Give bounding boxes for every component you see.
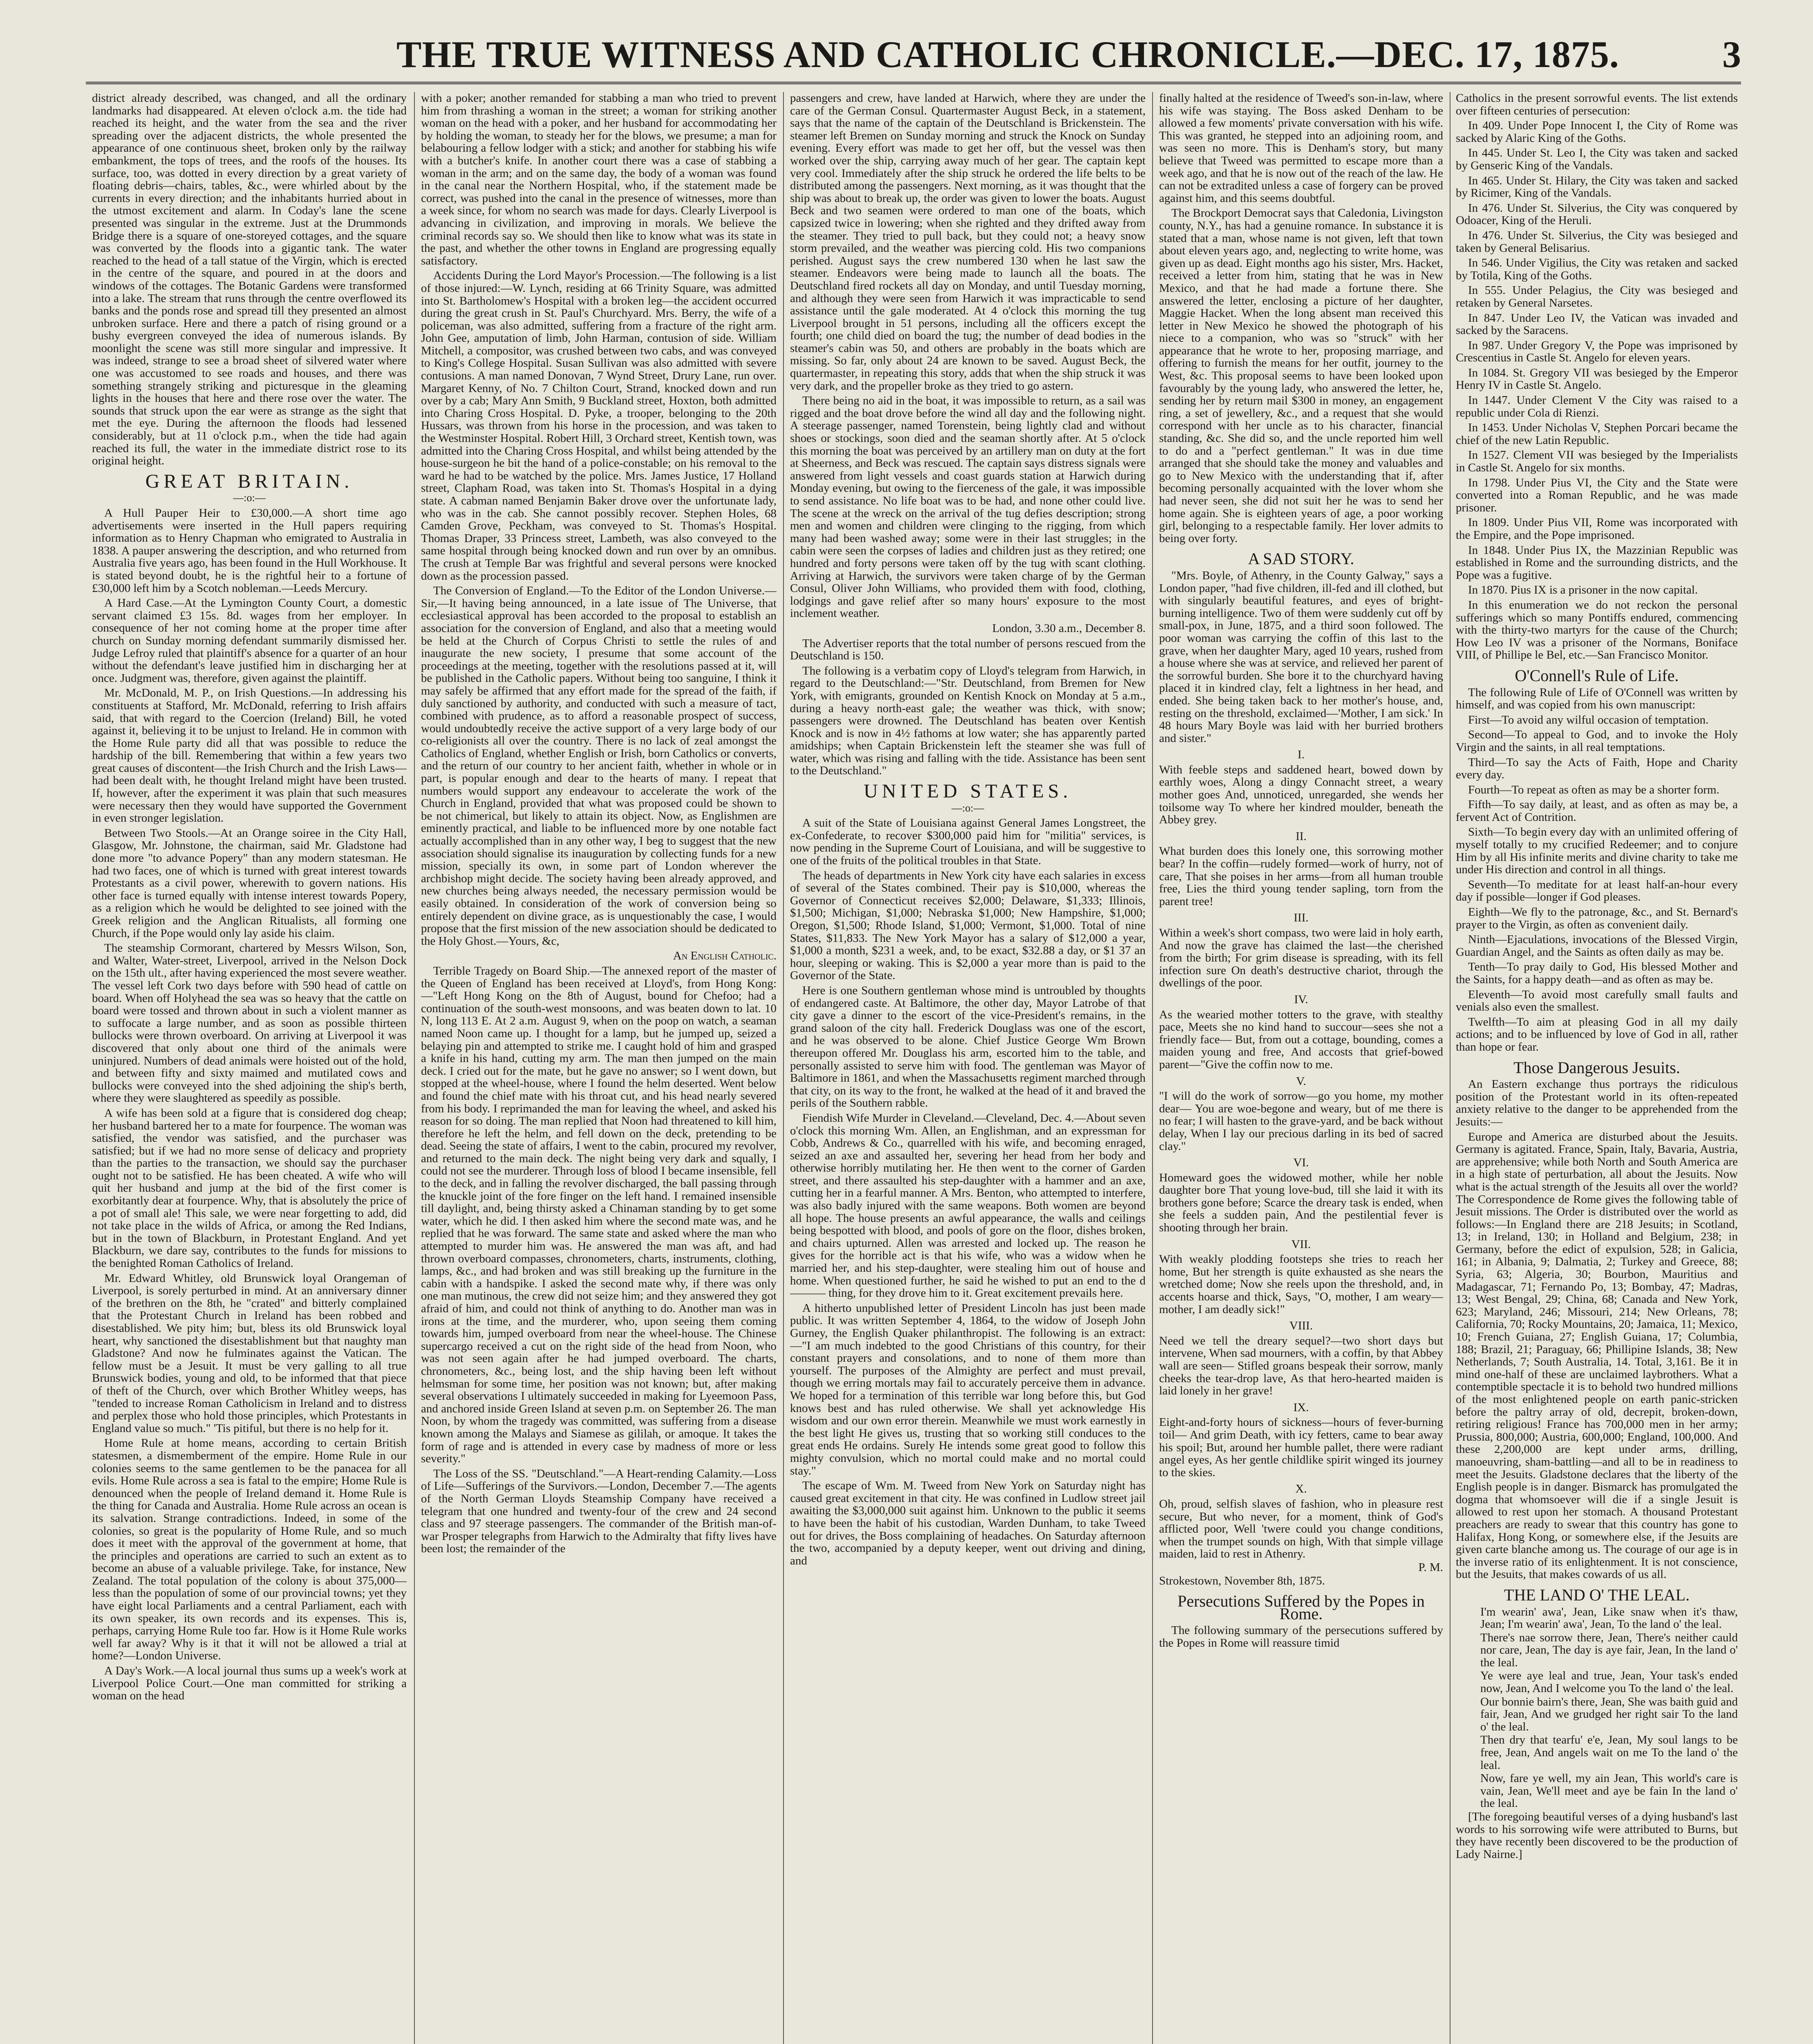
paragraph: Fiendish Wife Murder in Cleveland.—Cleveland, Dec. 4.—About seven o'clock this morning Wm. Allen, an Englishman, and an expressman for Cobb, Andrews & Co., quarrelled with his wife, and becoming enraged, seized an axe and assaulted her, severing her head from her body and otherwise horribly mutilating her. He then went to the corner of Garden street, and there assaulted his step-daughter with a hammer and an axe, cutting her in a fearful manner. A Mrs. Benton, who attempted to interfere, was also badly injured with the same weapons. Both women are beyond all hope. The house presents an awful appearance, the walls and ceilings being bespotted with blood, and pools of gore on the floor, dishes broken, and chairs upturned. Allen was arrested and locked up. The reason he gives for the horrible act is that his wife, who was a widow when he married her, and his step-daughter, were stealing him out of house and home. When questioned further, he said he wished to put an end to the d——— thing, for they drove him to it. Great excitement prevails here.	[790, 1111, 1146, 1300]
list-item: Eleventh—To avoid most carefully small faults and venials also even the smallest.	[1456, 988, 1738, 1014]
paragraph: The Conversion of England.—To the Editor of the London Universe.—Sir,—It having being announced, in a late issue of The Universe, that ecclesiastical approval has been accorded to the proposal to establish an association for the conversion of England, and also that a meeting would be held at the Church of Corpus Christi to settle the rules of and inaugurate the new society, I presume that some account of the proceedings at the meeting, together with the resolutions passed at it, will be published in the Catholic papers. Without being too sanguine, I think it may safely be affirmed that any effort made for the spread of the faith, if duly sanctioned by authority, and conducted with such a measure of tact, combined with prudence, as to afford a reasonable prospect of success, would undoubtedly receive the active support of a very large body of our co-religionists all over the country. There is no lack of zeal amongst the Catholics of England, whether English or Irish, born Catholics or converts, and the return of our country to her ancient faith, whether in whole or in part, is popular enough and dear to the hearts of many. I repeat that numbers would support any endeavour to accelerate the work of the Church in England, provided that what was proposed could be shown to be not chimerical, but likely to attain its object. Now, as Englishmen are eminently practical, and liable to be influenced more by one notable fact actually accomplished than in any other way, I beg to suggest that the new association should signalise its inauguration by collecting funds for a new mission, specially its own, in some part of London wherever the archbishop might decide. The society having been already approved, and new churches being always needed, the necessary permission would be easily obtained. In consideration of the work of conversion being so entirely dependent on divine grace, as is unquestionably the case, I would propose that the first mission of the new association should be dedicated to the Holy Ghost.—Yours, &c,	[421, 584, 777, 948]
list-item: Third—To say the Acts of Faith, Hope and Charity every day.	[1456, 755, 1738, 782]
paragraph: Home Rule at home means, according to certain British statesmen, a dismemberment of the empire. Home Rule in our colonies seems to the same gentlemen to be the panacea for all evils. Home Rule across a sea is fatal to the empire; Home Rule is denounced when the people of Ireland demand it. Home Rule is the thing for Canada and Australia. Home Rule across an ocean is its salvation. Strange contradictions. Indeed, in some of the colonies, so great is the popularity of Home Rule, and so much does it meet with the approval of the government at home, that the principles and operations are carried to such an extent as to become an abuse of a valuable privilege. Take, for instance, New Zealand. The total population of the colony is about 375,000—less than the population of some of our provincial towns; yet they have eight local Parliaments and a central Parliament, each with its own speaker, its own records and its expenses. This is, perhaps, carrying Home Rule too far. How is it Home Rule works well far away? Why is it that it will not be allowed a trial at home?—London Universe.	[92, 1437, 407, 1663]
column-2	[421, 92, 777, 2044]
stanza-number: VI.	[1293, 1156, 1309, 1170]
list-item: In 1848. Under Pius IX, the Mazzinian Republic was established in Rome and the surrounding districts, and the Pope was a fugitive.	[1456, 543, 1738, 582]
paragraph: The following is a verbatim copy of Lloyd's telegram from Harwich, in regard to the Deutschland:—"Str. Deutschland, from Bremen for New York, with emigrants, grounded on Kentish Knock on Monday at 5 a.m., during a heavy north-east gale; the weather was thick, with snow; passengers were drowned. The Deutschland has beaten over Kentish Knock and is now in 4½ fathoms at low water; she has apparently parted amidships; when Captain Brickenstein left the steamer she was full of water, which was rising and falling with the tide. Assistance has been sent to the Deutschland."	[790, 664, 1146, 778]
dateline: London, 3.30 a.m., December 8.	[992, 621, 1146, 635]
column-4	[1159, 92, 1443, 2044]
paragraph: The Brockport Democrat says that Caledonia, Livingston county, N.Y., has had a genuine romance. In substance it is stated that a man, whose name is not given, left that town about eleven years ago, and, neglecting to write home, was given up as dead. Eight months ago his sister, Mrs. Hacket, received a letter from him, stating that he was in New Mexico, and that he had made a fortune there. She answered the letter, enclosing a picture of her daughter, Maggie Hacket. When the long absent man received this letter in New Mexico he showed the photograph of his niece to a companion, who was so "struck" with her appearance that he wrote to her, proposing marriage, and offering to furnish the means for her outfit, journey to the West, &c. This proposal seems to have been looked upon favourably by the young lady, who answered the letter, he, sending her by return mail $300 in money, an engagement ring, a set of jewellery, &c., and a request that she would correspond with her uncle as to his character, financial standing, &c. She did so, and the uncle reported him well to do and a "perfect gentleman." It was in due time arranged that she should take the money and valuables and go to New Mexico with the understanding that if, after becoming personally acquainted with the lover whom she had never seen, she did not suit her he was to send her home again. She is eighteen years of age, a poor working girl, belonging to a respectable family. Her lover admits to being over forty.	[1159, 206, 1443, 545]
paragraph: Here is one Southern gentleman whose mind is untroubled by thoughts of endangered caste. At Baltimore, the other day, Mayor Latrobe of that city gave a dinner to the escort of the vice-President's remains, in the grand saloon of the city hall. Frederick Douglass was one of the escort, and he was observed to be alone. Chief Justice George Wm Brown thereupon offered Mr. Douglass his arm, escorted him to the table, and personally assisted to serve him with food. The gentleman was Mayor of Baltimore in 1861, and when the Massachusetts regiment marched through that city, on its way to the front, he walked at the head of it and braved the perils of the Southern rabble.	[790, 984, 1146, 1110]
list-item: In 1453. Under Nicholas V, Stephen Porcari became the chief of the new Latin Republic.	[1456, 421, 1738, 447]
paragraph: A suit of the State of Louisiana against General James Longstreet, the ex-Confederate, to recover $300,000 paid him for "militia" services, is now pending in the Supreme Court of Louisiana, and will be suggestive to one of the fruits of the political troubles in that State.	[790, 816, 1146, 867]
list-item: In 1084. St. Gregory VII was besieged by the Emperor Henry IV in Castle St. Angelo.	[1456, 366, 1738, 392]
stanza-number: V.	[1296, 1074, 1306, 1088]
paragraph: The steamship Cormorant, chartered by Messrs Wilson, Son, and Walter, Water-street, Liverpool, arrived in the Nelson Dock on the 15th ult., after having experienced the most severe weather. The vessel left Cork two days before with 590 head of cattle on board. When off Holyhead the sea was so heavy that the cattle on board were tossed and thrown about in such a violent manner as to suffocate a large number, and as soon as possible thirteen bullocks were thrown overboard. On arriving at Liverpool it was discovered that only about one third of the animals were uninjured. Numbers of dead animals were hoisted out of the hold, and between fifty and sixty maimed and mutilated cows and bullocks were conveyed into the shed adjoining the ship's berth, where they were slaughtered as speedily as possible.	[92, 941, 407, 1105]
paragraph: Accidents During the Lord Mayor's Procession.—The following is a list of those injured:—W. Lynch, residing at 66 Trinity Square, was admitted into St. Bartholomew's Hospital with a broken leg—the accident occurred during the great crush in St. Paul's Churchyard. Mrs. Berry, the wife of a policeman, was also admitted, suffering from a fracture of the right arm. John Gee, amputation of limb, John Harman, contusion of side. William Mitchell, a compositor, was crushed between two cabs, and was conveyed to King's College Hospital. Susan Sullivan was also admitted with severe contusions. A man named Donovan, 7 Wynd Street, Drury Lane, run over. Margaret Kenny, of No. 7 Chilton Court, Strand, knocked down and run over by a cab; Mary Ann Smith, 9 Buckland street, Hoxton, both admitted into Charing Cross Hospital. D. Pyke, a trooper, belonging to the 20th Hussars, was thrown from his horse in the procession, and was taken to the Westminster Hospital. Robert Hill, 3 Orchard street, Kentish town, was admitted into the Charing Cross Hospital, and whilst being attended by the house-surgeon he bit the hand of a police-constable; on his removal to the ward he had to be watched by the police. Mrs. James Justice, 17 Holland street, Clapham Road, was taken into St. Thomas's Hospital in a dying state. A cabman named Benjamin Baker drove over the unfortunate lady, who was in the cab. She cannot possibly recover. Stephen Holes, 68 Camden Grove, Peckham, was conveyed to St. Thomas's Hospital. Thomas Draper, 33 Princess street, Lambeth, was also conveyed to the same hospital through being knocked down and run over by an omnibus. The crush at Temple Bar was frightful and several persons were knocked down as the procession passed.	[421, 269, 777, 583]
divider: —:o:—	[233, 492, 266, 504]
paragraph: finally halted at the residence of Tweed's son-in-law, where his wife was staying. The Boss asked Denham to be allowed a few moments' private conversation with his wife. This was granted, he stepped into an adjoining room, and was seen no more. This is Denham's story, but many believe that Tweed was permitted to escape more than a week ago, and that he is now out of the reach of the law. He can not be extradited unless a case of forgery can be proved against him, and this seems doubtful.	[1159, 92, 1443, 205]
stanza-number: III.	[1294, 911, 1309, 925]
stanza-number: VII.	[1291, 1237, 1311, 1251]
column-rule	[1152, 92, 1153, 2044]
list-item: In 555. Under Pelagius, the City was besieged and retaken by General Narsetes.	[1456, 284, 1738, 309]
list-item: Sixth—To begin every day with an unlimited offering of myself totally to my crucified Redeemer; and to conjure Him by all His infinite merits and divine charity to take me under His direction and control in all things.	[1456, 825, 1738, 876]
stanza-number: VIII.	[1289, 1319, 1313, 1333]
list-item: In 1798. Under Pius VI, the City and the State were converted into a Roman Republic, and he was made prisoner.	[1456, 476, 1738, 514]
paragraph: The following summary of the persecutions suffered by the Popes in Rome will reassure timid	[1159, 1624, 1443, 1650]
paragraph: The Advertiser reports that the total number of persons rescued from the Deutschland is 150.	[790, 637, 1146, 663]
paragraph: Between Two Stools.—At an Orange soiree in the City Hall, Glasgow, Mr. Johnstone, the chairman, said Mr. Gladstone had done more "to advance Popery" than any modern statesman. He had two faces, one of which is turned with great interest towards Protestants as a civil power, wherewith to govern nations. His other face is turned equally with intense interest towards Popery, as a religion which he would be delighted to see joined with the Greek religion and the Anglican Ritualists, all forming one Church, if the Pope would only lay aside his claim.	[92, 826, 407, 940]
stanza: With weakly plodding footsteps she tries to reach her home, But her strength is quite exhausted as she nears the wretched dome; Now she reels upon the threshold, and, in accents hoarse and thick, Says, "O, mother, I am weary—mother, I am deadly sick!"	[1159, 1253, 1443, 1316]
list-item: Eighth—We fly to the patronage, &c., and St. Bernard's prayer to the Virgin, as often as convenient daily.	[1456, 905, 1738, 931]
paragraph: with a poker; another remanded for stabbing a man who tried to prevent him from thrashing a woman in the street; a woman for striking another woman on the head with a poker, and her husband for accommodating her by holding the woman, to steady her for the blows, we presume; a man for belabouring a fellow lodger with a stick; and another for stabbing his wife with a butcher's knife. In another court there was a case of stabbing a woman in the arm; and on the same day, the body of a woman was found in the canal near the Northern Hospital, who, if the statement made be correct, was pushed into the canal in the presence of witnesses, more than a week since, for whom no search was made for days. Clearly Liverpool is advancing in civilization, and improving in morals. We believe the criminal records say so. We should then like to know what was its state in the past, and whether the other towns in England are progressing equally satisfactory.	[421, 92, 777, 267]
stanza-number: IV.	[1294, 993, 1308, 1006]
paragraph: Europe and America are disturbed about the Jesuits. Germany is agitated. France, Spain, Italy, Bavaria, Austria, are apprehensive; while both North and South America are in a high state of perturbation, all about the Jesuits. Now what is the actual strength of the Jesuits all over the world? The Correspondence de Rome gives the following table of Jesuit missions. The Order is distributed over the world as follows:—In England there are 218 Jesuits; in Scotland, 13; in Ireland, 130; in Holland and Belgium, 238; in Germany, before the edict of expulsion, 528; in Galicia, 161; in Albania, 9; Dalmatia, 2; Turkey and Greece, 88; Syria, 63; Algeria, 30; Bourbon, Mauritius and Madagascar, 71; Fernando Po, 13; Bombay, 47; Madras, 13; West Bengal, 29; China, 68; Canada and New York, 623; Maryland, 246; Missouri, 214; New Orleans, 78; California, 70; Rocky Mountains, 20; Jamaica, 11; Mexico, 10; French Guiana, 27; English Guiana, 17; Columbia, 188; Brazil, 21; Paraguay, 66; Phillipine Islands, 38; New Netherlands, 7; South Australia, 14. Total, 3,161. Be it in mind one-half of these are unclaimed laybrothers. What a contemptible spectacle it is to behold two hundred millions of the most enlightened people on earth panic-stricken before the paltry array of old, decrepit, broken-down, retiring religious! France has 700,000 men in her army; Prussia, 800,000; Austria, 600,000; England, 100,000. And these 2,200,000 are kept under arms, drilling, manoeuvring, sham-battling—and all to be in readiness to meet the Jesuits. Gladstone declares that the liberty of the English people is in danger. Bismarck has promulgated the dogma that whomsoever will die if a single Jesuit is allowed to rest upon her stomach. A thousand Protestant preachers are ready to swear that this country has gone to Halifax, Hong Kong, or somewhere else, if the Jesuits are given carte blanche among us. The courage of our age is in the inverse ratio of its enlightenment. It is not conscience, but the Jesuits, that makes cowards of us all.	[1456, 1130, 1738, 1581]
paragraph: The heads of departments in New York city have each salaries in excess of several of the States combined. Their pay is $10,000, whereas the Governor of Connecticut receives $2,000; Delaware, $1,333; Illinois, $1,500; Michigan, $1,000; Nebraska $1,000; New Hampshire, $1,000; Oregon, $1,500; Rhode Island, $1,000; Vermont, $1,000. Total of nine States, $11,833. The New York Mayor has a salary of $12,000 a year, $1,000 a month, $231 a week, and, to be exact, $32.88 a day, or $1 37 an hour, sleeping or waking. This is $2,000 a year more than is paid to the Governor of the State.	[790, 869, 1146, 982]
section-heading: O'Connell's Rule of Life.	[1515, 666, 1679, 685]
paragraph: "Mrs. Boyle, of Athenry, in the County Galway," says a London paper, "had five children, ill-fed and ill clothed, but with singularly beautiful features, and eyes of bright-burning intelligence. Two of them were suddenly cut off by small-pox, in June, 1875, and a third soon followed. The poor woman was carrying the coffin of this last to the grave, when her daughter Mary, aged 10 years, rushed from a house where she was at service, and relieved her parent of the sorrowful burden. She bore it to the churchyard having placed it in kindred clay, felt a lightness in her head, and ended. She being taken back to her mother's house, and, resting on the threshold, exclaimed—'Mother, I am sick.' In 48 hours Mary Boyle was laid with her burried brothers and sister."	[1159, 569, 1443, 745]
dateline: Strokestown, November 8th, 1875.	[1159, 1574, 1325, 1587]
paragraph: The following Rule of Life of O'Connell was written by himself, and was copied from his own manuscript:	[1456, 686, 1738, 712]
paragraph: A Hard Case.—At the Lymington County Court, a domestic servant claimed £3 15s. 8d. wages from her employer. In consequence of her not coming home at the proper time after church on Sunday morning defendant summarily dismissed her. Judge Lefroy ruled that plaintiff's absence for a quarter of an hour without the defendant's leave justified him in discharging her at once. Judgment was, therefore, given against the plaintiff.	[92, 596, 407, 685]
section-heading: Persecutions Suffered by the Popes in Rome.	[1177, 1592, 1425, 1623]
list-item: First—To avoid any wilful occasion of temptation.	[1468, 713, 1709, 726]
paragraph: Terrible Tragedy on Board Ship.—The annexed report of the master of the Queen of England has been received at Lloyd's, from Hong Kong:—"Left Hong Kong on the 8th of August, bound for Chefoo; had a continuation of the south-west monsoons, and was beaten down to lat. 10 N, long 113 E. At 2 a.m. August 9, when on the poop on watch, a seaman named Noon came up. I thought for a lamp, but he jumped up, seized a belaying pin and attempted to strike me. I caught hold of him and grasped a knife in his hand, cutting my arm. The man then jumped on the main deck. I cried out for the mate, but he gave no answer; so I went down, but stopped at the wheel-house, where I found the helm deserted. Went below and found the chief mate with his throat cut, and his head nearly severed from his body. I reprimanded the man for leaving the wheel, and asked his reason for so doing. The man replied that Noon had threatened to kill him, therefore he left the helm, and fell down on the deck, pretending to be dead. Seeing the state of affairs, I went to the cabin, procured my revolver, and returned to the main deck. The night being very dark and squally, I could not see the murderer. Through loss of blood I became insensible, fell to the deck, and in falling the revolver discharged, the ball passing through the knuckle joint of the fore finger on the left hand. I remained insensible till daylight, and, being thirsty asked a Chinaman standing by to get some water, which he did. I then asked him where the second mate was, and he replied that he was forward. The same state and asked where the man who attempted to murder him was. He answered the man was aft, and had thrown overboard compasses, chronometers, charts, instruments, clothing, lamps, &c., and had broken and was still breaking up the furniture in the cabin with a handspike. I asked the second mate why, if there was only one man mutinous, the crew did not seize him; and they answered they got afraid of him, and could not think of anything to do. Another man was in irons at the time, and the murderer, who, upon seeing them coming towards him, jumped overboard from near the wheel-house. The Chinese supercargo received a cut on the right side of the head from Noon, who was not seen again after he had jumped overboard. The charts, chronometers, &c., being lost, and the ship having been left without helmsman for some time, her position was not known; but, after making several observations I ultimately succeeded in making for Lyeemoon Pass, and anchored inside Green Island at seven p.m. on September 26. The man Noon, by whom the tragedy was committed, was suffering from a disease known among the Malays and Siamese as gililah, or amoque. It takes the form of rage and is attended in every case by madness of more or less severity."	[421, 964, 777, 1466]
list-item: Seventh—To meditate for at least half-an-hour every day if possible—longer if God pleases.	[1456, 878, 1738, 904]
stanza-number: X.	[1295, 1482, 1307, 1496]
list-item: In 1447. Under Clement V the City was raised to a republic under Cola di Rienzi.	[1456, 394, 1738, 419]
stanza: What burden does this lonely one, this sorrowing mother bear? In the coffin—rudely formed—work of hurry, not of care, That she poises in her arms—from all human trouble free, Lies the third young tender sapling, torn from the parent tree!	[1159, 845, 1443, 908]
stanza: Our bonnie bairn's there, Jean, She was baith guid and fair, Jean, And we grudged her right sair To the land o' the leal.	[1480, 1695, 1738, 1733]
masthead	[86, 33, 1741, 84]
list-item: In 465. Under St. Hilary, the City was taken and sacked by Ricimer, King of the Vandals.	[1456, 174, 1738, 200]
paragraph: A Hull Pauper Heir to £30,000.—A short time ago advertisements were inserted in the Hull papers requiring information as to Henry Chapman who emigrated to Australia in 1838. A pauper answering the description, and who returned from Australia five years ago, has been found in the Hull Workhouse. It is stated beyond doubt, he is the rightful heir to a fortune of £30,000 left him by a Scotch nobleman.—Leeds Mercury.	[92, 507, 407, 595]
editor-note: [The foregoing beautiful verses of a dying husband's last words to his sorrowing wife were attributed to Burns, but they have recently been discovered to be the production of Lady Nairne.]	[1456, 1810, 1738, 1861]
stanza: Then dry that tearfu' e'e, Jean, My soul langs to be free, Jean, And angels wait on me To the land o' the leal.	[1480, 1733, 1738, 1772]
list-item: Fourth—To repeat as often as may be a shorter form.	[1468, 783, 1719, 796]
list-item: In 1870. Pius IX is a prisoner in the now capital.	[1468, 583, 1698, 597]
stanza: As the wearied mother totters to the grave, with stealthy pace, Meets she no kind hand to succour—sees she not a friendly face— But, from out a cottage, bounding, comes a maiden young and free, And accosts that grief-bowed parent—"Give the coffin now to me.	[1159, 1008, 1443, 1071]
stanza: There's nae sorrow there, Jean, There's neither cauld nor care, Jean, The day is aye fair, Jean, In the land o' the leal.	[1480, 1631, 1738, 1669]
column-1	[92, 92, 407, 2044]
section-heading: GREAT BRITAIN.	[145, 470, 354, 492]
list-item: In 409. Under Pope Innocent I, the City of Rome was sacked by Alaric King of the Goths.	[1456, 119, 1738, 145]
section-heading: THE LAND O' THE LEAL.	[1504, 1585, 1690, 1604]
column-rule	[783, 92, 784, 2044]
paragraph: An Eastern exchange thus portrays the ridiculous position of the Protestant world in its often-repeated anxiety relative to the danger to be apprehended from the Jesuits:—	[1456, 1078, 1738, 1128]
paragraph: There being no aid in the boat, it was impossible to return, as a sail was rigged and the boat drove before the wind all day and the following night. A steerage passenger, named Torenstein, being lightly clad and without shoes or stockings, soon died and the seaman shortly after. At 5 o'clock this morning the boat was perceived by an artillery man on duty at the fort at Sheerness, and Beck was rescued. The captain says distress signals were answered from light vessels and coast guards station at Harwich during Monday evening, but owing to the fierceness of the gale, it was impossible to send assistance. No life boat was to be had, and none other could live. The scene at the wreck on the arrival of the tug defies description; strong men and women and children were clinging to the rigging, from which many had been washed away; some were in their last struggles; in the cabin were seen the corpses of ladies and children just as they retired; one hundred and forty persons were taken off by the tug with scant clothing. Arriving at Harwich, the survivors were taken charge of by the German Consul, Oliver John Williams, who provided them with food, clothing, lodgings and gave relief after so many hours' exposure to the most inclement weather.	[790, 394, 1146, 620]
paragraph: In this enumeration we do not reckon the personal sufferings which so many Pontiffs endured, commencing with the thirty-two martyrs for the cause of the Church; How Leo IV was a prisoner of the Normans, Boniface VIII, of Phillipe le Bel, etc.—San Francisco Monitor.	[1456, 598, 1738, 662]
paragraph: The Loss of the SS. "Deutschland."—A Heart-rending Calamity.—Loss of Life—Sufferings of the Survivors.—London, December 7.—The agents of the North German Lloyds Steamship Company have received a telegram that one hundred and twenty-four of the crew and 24 second class and 97 steerage passengers. The commander of the British man-of-war Prosper telegraphs from Harwich to the Admiralty that fifty lives have been lost; the remainder of the	[421, 1467, 777, 1555]
list-item: Fifth—To say daily, at least, and as often as may be, a fervent Act of Contrition.	[1456, 798, 1738, 824]
list-item: Twelfth—To aim at pleasing God in all my daily actions; and to be influenced by love of God in all, rather than hope or fear.	[1456, 1015, 1738, 1053]
stanza: I'm wearin' awa', Jean, Like snaw when it's thaw, Jean; I'm wearin' awa', Jean, To the land o' the leal.	[1480, 1605, 1738, 1631]
paragraph: Catholics in the present sorrowful events. The list extends over fifteen centuries of persecution:	[1456, 92, 1738, 117]
list-item: In 1809. Under Pius VII, Rome was incorporated with the Empire, and the Pope imprisoned.	[1456, 516, 1738, 542]
stanza: Need we tell the dreary sequel?—two short days but intervene, When sad mourners, with a coffin, by that Abbey wall are seen— Stifled groans bespeak their sorrow, manly cheeks the tear-drop lave, As that hero-hearted maiden is laid lonely in her grave!	[1159, 1334, 1443, 1398]
stanza: Homeward goes the widowed mother, while her noble daughter bore That young love-bud, till she laid it with its brothers gone before; Scarce the dreary task is ended, when she feels a sudden pain, And the pestilential fever is shooting through her brain.	[1159, 1171, 1443, 1235]
divider: —:o:—	[951, 802, 984, 814]
list-item: In 445. Under St. Leo I, the City was taken and sacked by Genseric King of the Vandals.	[1456, 146, 1738, 172]
list-item: In 1527. Clement VII was besieged by the Imperialists in Castle St. Angelo for six months.	[1456, 448, 1738, 475]
section-heading: A SAD STORY.	[1248, 549, 1354, 568]
list-item: In 847. Under Leo IV, the Vatican was invaded and sacked by the Saracens.	[1456, 311, 1738, 337]
section-heading: UNITED STATES.	[864, 780, 1072, 802]
list-item: In 546. Under Vigilius, the City was retaken and sacked by Totila, King of the Goths.	[1456, 256, 1738, 282]
list-item: Ninth—Ejaculations, invocations of the Blessed Virgin, Guardian Angel, and the Saints as often daily as may be.	[1456, 933, 1738, 959]
stanza: Oh, proud, selfish slaves of fashion, who in pleasure rest secure, But who never, for a moment, think of God's afflicted poor, Well 'twere could you change conditions, when the trumpet sounds on high, With that simple village maiden, laid to rest in Athenry.	[1159, 1497, 1443, 1561]
newspaper-title: THE TRUE WITNESS AND CATHOLIC CHRONICLE.—DEC. 17, 1875.	[396, 34, 1619, 75]
paragraph: district already described, was changed, and all the ordinary landmarks had disappeared. At eleven o'clock a.m. the tide had reached its height, and the water from the sea and the river spreading over the adjacent districts, the whole presented the appearance of one continuous sheet, broken only by the railway embankment, the tops of trees, and the roofs of the houses. Its surface, too, was dotted in every direction by a great variety of floating debris—chairs, tables, &c., were whirled about by the currents in every direction; and the inhabitants hurried about in the utmost excitement and alarm. In Coday's lane the scene presented was singular in the extreme. Just at the Drummonds Bridge there is a square of one-storeyed cottages, and the square was converted by the floods into a gigantic tank. The water reached to the head of a tall statue of the Virgin, which is erected in the centre of the square, and poured in at the doors and windows of the cottages. The Botanic Gardens were transformed into a lake. The stream that runs through the centre overflowed its banks and the ponds rose and spread till they presented an almost unbroken surface. Here and there a patch of rising ground or a bushy evergreen conveyed the idea of numerous islands. By moonlight the scene was still more singular and impressive. It was indeed, strange to see a broad sheet of silvered water where one was accustomed to see roads and houses, and there was something strangely striking and picturesque in the gleaming lights in the houses that here and there rose over the water. The sounds that struck upon the ear were as strange as the sight that met the eye. During the afternoon the floods had lessened considerably, but at 11 o'clock p.m., when the tide had again reached its full, the water in the immediate district rose to its original height.	[92, 92, 407, 468]
list-item: In 476. Under St. Silverius, the City was conquered by Odoacer, King of the Heruli.	[1456, 201, 1738, 227]
paragraph: The escape of Wm. M. Tweed from New York on Saturday night has caused great excitement in that city. He was confined in Ludlow street jail awaiting the $3,000,000 suit against him. Unknown to the public it seems to have been the habit of his custodian, Warden Dunham, to take Tweed out for drives, the Boss complaining of headaches. On Saturday afternoon the two, accompanied by a deputy keeper, went out driving and dining, and	[790, 1479, 1146, 1567]
list-item: In 987. Under Gregory V, the Pope was imprisoned by Crescentius in Castle St. Angelo for eleven years.	[1456, 338, 1738, 365]
list-item: In 476. Under St. Silverius, the City was besieged and taken by General Belisarius.	[1456, 229, 1738, 255]
stanza: Within a week's short compass, two were laid in holy earth, And now the grave has claimed the last—the cherished from the birth; For grim disease is spreading, with its fell infection sure On death's destructive chariot, through the dwellings of the poor.	[1159, 926, 1443, 990]
column-3	[790, 92, 1146, 2044]
paragraph: A Day's Work.—A local journal thus sums up a week's work at Liverpool Police Court.—One man committed for striking a woman on the head	[92, 1664, 407, 1703]
initials: P. M.	[1418, 1560, 1443, 1574]
paragraph: A hitherto unpublished letter of President Lincoln has just been made public. It was written September 4, 1864, to the widow of Joseph John Gurney, the English Quaker philanthropist. The following is an extract:—"I am much indebted to the good Christians of this country, for their constant prayers and consolations, and to none of them more than yourself. The purposes of the Almighty are perfect and must prevail, though we erring mortals may fail to accurately perceive them in advance. We hoped for a termination of this terrible war long before this, but God knows best and has ruled otherwise. We shall yet acknowledge His wisdom and our own error therein. Meanwhile we must work earnestly in the best light He gives us, trusting that so working still conduces to the great ends He ordains. Surely He intends some great good to follow this mighty convulsion, which no mortal could make and no mortal could stay."	[790, 1301, 1146, 1477]
stanza-number: II.	[1296, 829, 1307, 843]
stanza: Ye were aye leal and true, Jean, Your task's ended now, Jean, And I welcome you To the land o' the leal.	[1480, 1669, 1738, 1695]
column-5	[1456, 92, 1738, 2044]
paragraph: A wife has been sold at a figure that is considered dog cheap; her husband bartered her to a mate for fourpence. The woman was satisfied, the vendor was satisfied, and the purchaser was satisfied; but if we had no more sense of delicacy and propriety than the parties to the transaction, we should say the purchaser ought not to be satisfied. He has been cheated. A wife who will quit her husband and jump at the bid of the first comer is exorbitantly dear at fourpence. Why, that is absolutely the price of a pot of small ale! This sale, we were near forgetting to add, did not take place in the wilds of Africa, or among the Red Indians, but in the town of Blackburn, in Protestant England. And yet Blackburn, we dare say, contributes to the funds for missions to the benighted Roman Catholics of Ireland.	[92, 1106, 407, 1270]
paragraph: passengers and crew, have landed at Harwich, where they are under the care of the German Consul. Quartermaster August Beck, in a statement, says that the name of the captain of the Deutschland is Brickenstein. The steamer left Bremen on Sunday morning and struck the Knock on Sunday evening. Every effort was made to get her off, but the vessel was then worked over the ship, carrying away much of her gear. The captain kept very cool. Immediately after the ship struck he ordered the life belts to be distributed among the passengers. Next morning, as it was thought that the ship was about to break up, the order was given to lower the boats. August Beck and two seamen were ordered to man one of the boats, which capsized twice in lowering; when she righted and they drifted away from the steamer. They tried to pull back, but they could not; a heavy snow storm prevailed, and the weather was piercing cold. His two companions perished. August says the crew numbered 130 when he last saw the steamer. Endeavors were being made to launch all the boats. The Deutschland fired rockets all day on Monday, and until Tuesday morning, and although they were seen from Harwich it was impracticable to send assistance until the gale moderated. At 4 o'clock this morning the tug Liverpool brought in 51 persons, including all the officers except the fourth; one child died on board the tug; the number of dead bodies in the steamer's cabin was 50, and others are probably in the boats which are missing. So far, only about 24 are known to be saved. August Beck, the quartermaster, in repeating this story, adds that when the ship struck it was very dark, and the propeller broke as they tried to go astern.	[790, 92, 1146, 392]
stanza-number: IX.	[1293, 1401, 1309, 1414]
section-heading: Those Dangerous Jesuits.	[1513, 1058, 1680, 1077]
stanza: "I will do the work of sorrow—go you home, my mother dear— You are woe-begone and weary, but of me there is no fear; I will hasten to the grave-yard, and be back without delay, When I lay our precious darling in its bed of sacred clay."	[1159, 1089, 1443, 1153]
poem	[1159, 749, 1443, 1587]
column-rule	[414, 92, 415, 2044]
signature: An English Catholic.	[673, 949, 777, 963]
paragraph: Mr. McDonald, M. P., on Irish Questions.—In addressing his constituents at Stafford, Mr. McDonald, referring to Irish affairs said, that with regard to the Coercion (Ireland) Bill, he voted against it, believing it to be unjust to Ireland. He in common with the Home Rule party did all that was possible to reduce the hardship of the bill. Remembering that within a few years two great causes of discontent—the Irish Church and the Irish Laws—had been dealt with, he thought Ireland might have been trusted. If, however, after the experiment it was plain that such measures were necessary then they would have supported the Government in even stronger legislation.	[92, 686, 407, 825]
stanza: Now, fare ye well, my ain Jean, This world's care is vain, Jean, We'll meet and aye be fain In the land o' the leal.	[1480, 1772, 1738, 1810]
stanza: With feeble steps and saddened heart, bowed down by earthly woes, Along a dingy Connacht street, a weary mother goes And, unnoticed, unregarded, she wends her toilsome way To where her kindred moulder, beneath the Abbey grey.	[1159, 763, 1443, 827]
paragraph: Mr. Edward Whitley, old Brunswick loyal Orangeman of Liverpool, is sorely perturbed in mind. At an anniversary dinner of the brethren on the 8th, he "crated" and bitterly complained that the Protestant Church in Ireland has been robbed and disestablished. We pity him; but, bless its old Brunswick loyal heart, why sanctioned the disestablishment but that naughty man Gladstone? And now he fulminates against the Vatican. The fellow must be a Jesuit. It must be very galling to all true Brunswick bodies, young and old, to be informed that that piece of theft of the Church, over which Brother Whitley weeps, has "tended to increase Roman Catholicism in Ireland and to distress and perplex those who hold those principles, which Protestants in England value so much." 'Tis pitiful, but there is no help for it.	[92, 1271, 407, 1435]
page-number: 3	[1722, 34, 1741, 75]
list-item: Second—To appeal to God, and to invoke the Holy Virgin and the saints, in all real temptations.	[1456, 728, 1738, 754]
list-item: Tenth—To pray daily to God, His blessed Mother and the Saints, for a happy death—and as often as may be.	[1456, 960, 1738, 986]
stanza-number: I.	[1298, 748, 1305, 762]
poem	[1456, 1606, 1738, 1810]
stanza: Eight-and-forty hours of sickness—hours of fever-burning toil— And grim Death, with icy fetters, came to bear away his spoil; But, around her humble pallet, there were radiant angel eyes, As her gentle childlike spirit winged its journey to the skies.	[1159, 1416, 1443, 1479]
